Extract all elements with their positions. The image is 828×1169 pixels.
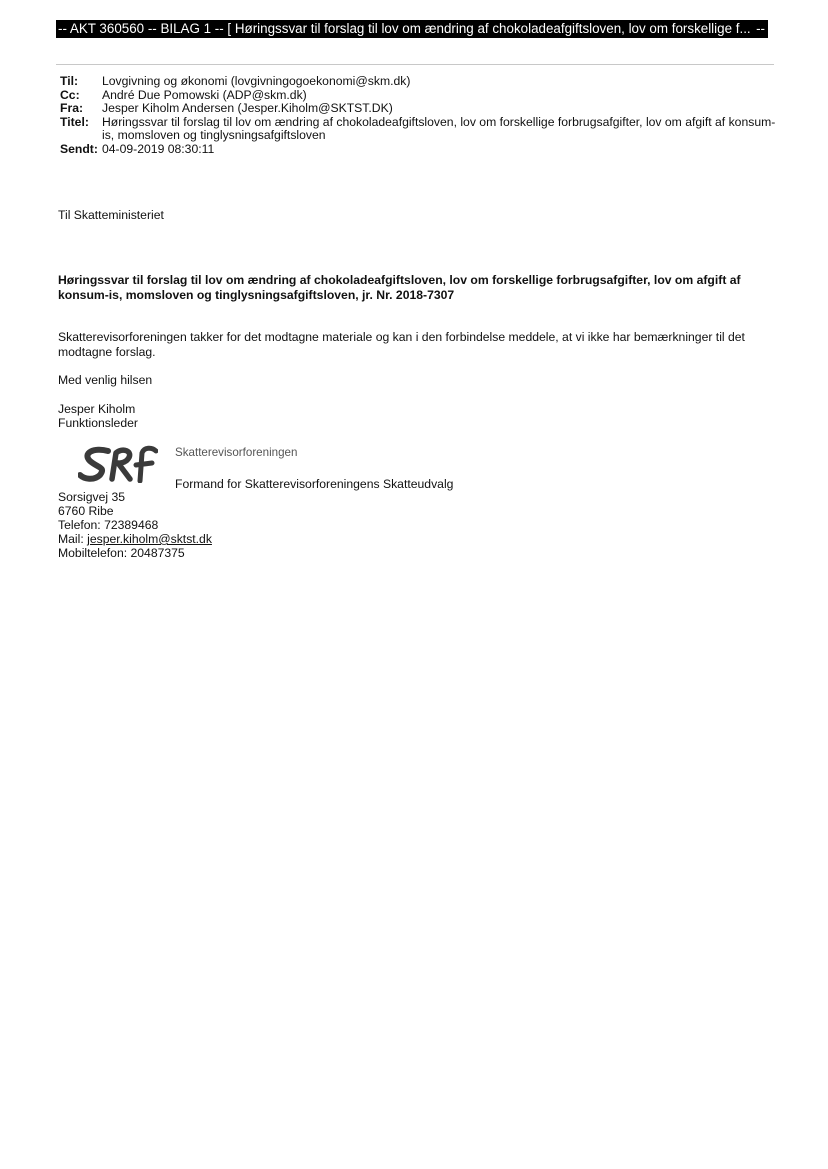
- header-row-cc: [60, 89, 782, 103]
- email-header: [60, 75, 782, 156]
- header-row-fra: [60, 102, 782, 116]
- address-city: 6760 Ribe: [58, 504, 114, 518]
- salutation: Til Skatteministeriet: [58, 208, 164, 222]
- banner-end: --: [756, 21, 765, 36]
- cc-value: André Due Pomowski (ADP@skm.dk): [102, 87, 307, 102]
- header-row-titel: [60, 116, 782, 143]
- til-value: Lovgivning og økonomi (lovgivningogoekonomi@skm.dk): [102, 74, 411, 88]
- mail-link[interactable]: jesper.kiholm@sktst.dk: [87, 532, 212, 546]
- mail-label: Mail:: [58, 532, 84, 546]
- org-role: Formand for Skatterevisorforeningens Skatteudvalg: [175, 477, 454, 491]
- signer-name: Jesper Kiholm: [58, 402, 136, 416]
- signer-title: Funktionsleder: [58, 416, 138, 430]
- til-label: Til:: [60, 74, 79, 88]
- phone-number: Telefon: 72389468: [58, 518, 159, 532]
- header-divider: [56, 64, 774, 65]
- letter-subject: Høringssvar til forslag til lov om ændring af chokoladeafgiftsloven, lov om forskellige forbrugsafgifter, lov om afgift af konsum-is, momsloven og tinglysningsafgiftsloven, jr. Nr. 2018-7307: [58, 273, 741, 302]
- sendt-value: 04-09-2019 08:30:11: [102, 141, 215, 156]
- org-name: Skatterevisorforeningen: [175, 446, 298, 459]
- header-row-sendt: [60, 143, 782, 157]
- letter-body: Skatterevisorforeningen takker for det modtagne materiale og kan i den forbindelse meddele, at vi ikke har bemærkninger til det modtagne forslag.: [58, 330, 745, 359]
- signer-block: [58, 402, 138, 430]
- document-banner: [56, 20, 768, 38]
- banner-text: -- AKT 360560 -- BILAG 1 -- [ Høringssvar til forslag til lov om ændring af chokoladeafgiftsloven, lov om forskellige f...: [58, 21, 751, 36]
- titel-value: Høringssvar til forslag til lov om ændring af chokoladeafgiftsloven, lov om forskellige forbrugsafgifter, lov om afgift af konsum-is, momsloven og tinglysningsafgiftsloven: [102, 114, 776, 142]
- mail-line: [58, 532, 212, 546]
- titel-label: Titel:: [60, 114, 89, 129]
- sendt-label: Sendt:: [60, 141, 98, 156]
- srf-logo-icon: [78, 445, 158, 483]
- mobile-number: Mobiltelefon: 20487375: [58, 546, 185, 560]
- fra-label: Fra:: [60, 101, 84, 115]
- header-row-til: [60, 75, 782, 89]
- fra-value: Jesper Kiholm Andersen (Jesper.Kiholm@SKTST.DK): [102, 101, 393, 115]
- cc-label: Cc:: [60, 87, 80, 102]
- closing: Med venlig hilsen: [58, 373, 153, 387]
- address-block: [58, 490, 212, 560]
- address-street: Sorsigvej 35: [58, 490, 126, 504]
